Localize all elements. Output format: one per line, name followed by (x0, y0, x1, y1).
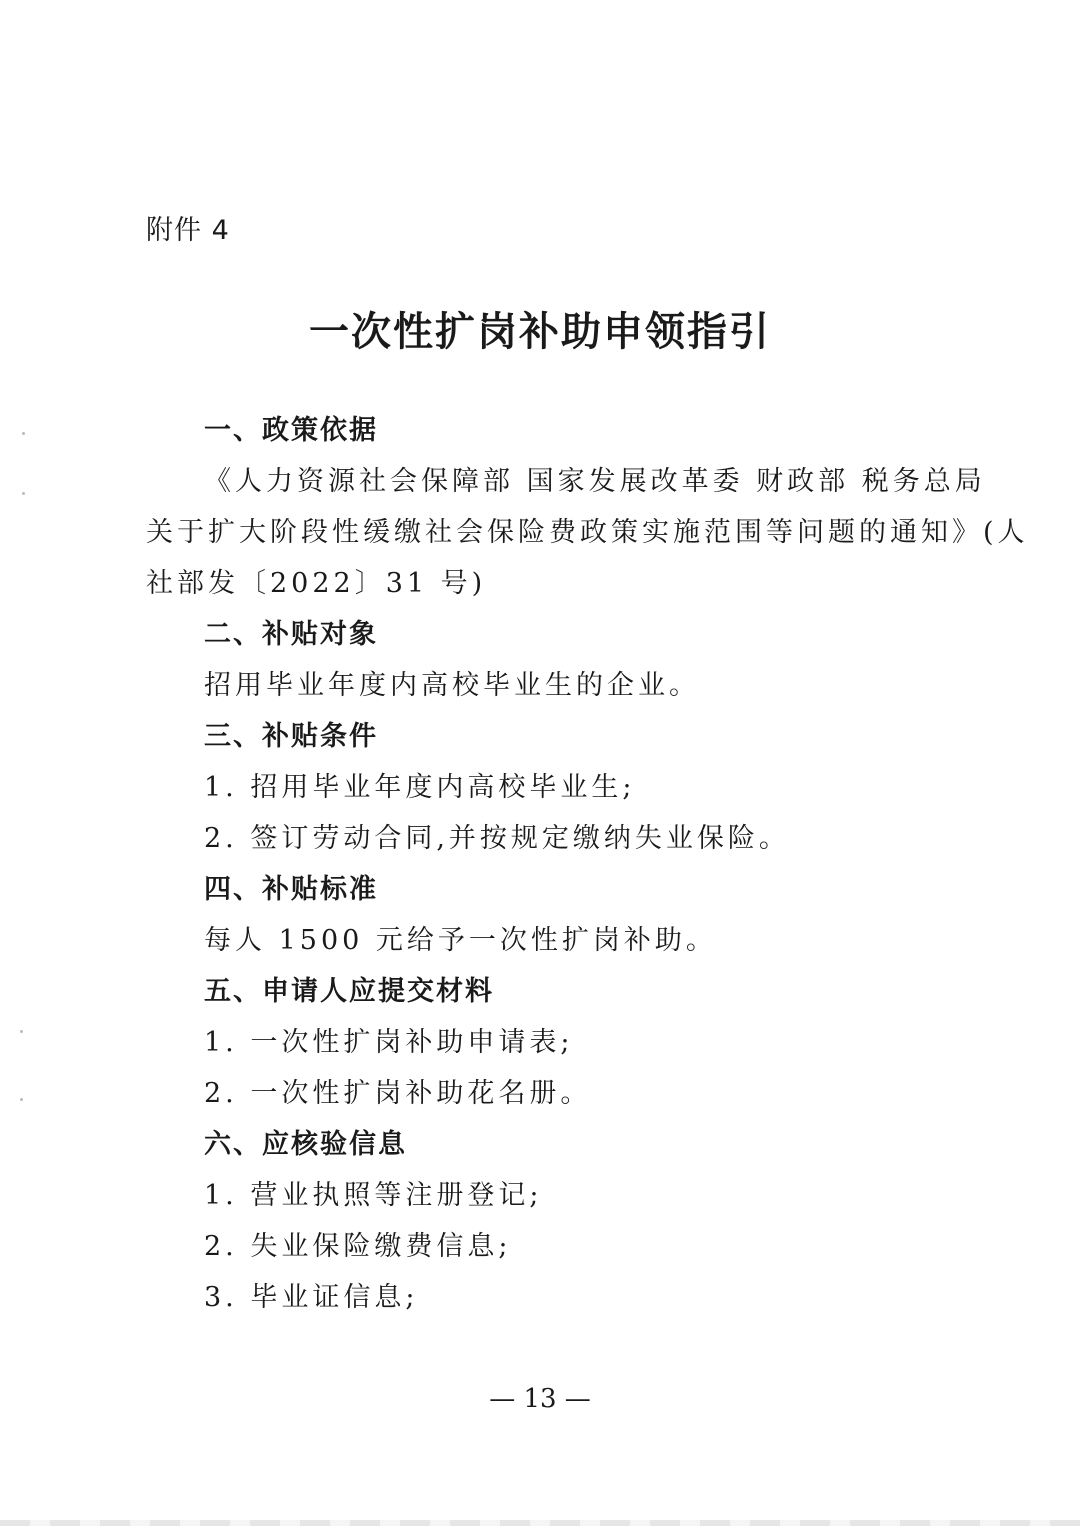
section-heading-verification: 六、应核验信息 (204, 1129, 407, 1160)
verification-item-3: 3. 毕业证信息; (204, 1282, 419, 1313)
scan-speck (20, 1098, 23, 1101)
policy-basis-line-3: 社部发〔2022〕31 号) (146, 568, 487, 599)
subsidy-target-line: 招用毕业年度内高校毕业生的企业。 (204, 670, 700, 701)
materials-item-1: 1. 一次性扩岗补助申请表; (204, 1027, 574, 1058)
document-title: 一次性扩岗补助申领指引 (309, 309, 771, 355)
verification-item-2: 2. 失业保险缴费信息; (204, 1231, 512, 1262)
materials-item-2: 2. 一次性扩岗补助花名册。 (204, 1078, 592, 1109)
policy-basis-line-1: 《人力资源社会保障部 国家发展改革委 财政部 税务总局 (204, 466, 986, 497)
scan-edge (0, 1520, 1080, 1526)
attachment-label: 附件 4 (146, 215, 230, 246)
section-heading-subsidy-target: 二、补贴对象 (204, 619, 378, 650)
page-number: — 13 — (489, 1384, 591, 1414)
subsidy-standard-line: 每人 1500 元给予一次性扩岗补助。 (204, 925, 717, 956)
verification-item-1: 1. 营业执照等注册登记; (204, 1180, 543, 1211)
subsidy-condition-item-1: 1. 招用毕业年度内高校毕业生; (204, 772, 636, 803)
scan-speck (22, 492, 25, 495)
section-heading-materials: 五、申请人应提交材料 (204, 976, 494, 1007)
policy-basis-line-2: 关于扩大阶段性缓缴社会保险费政策实施范围等问题的通知》(人 (146, 517, 1029, 548)
section-heading-subsidy-standard: 四、补贴标准 (204, 874, 378, 905)
section-heading-subsidy-conditions: 三、补贴条件 (204, 721, 378, 752)
section-heading-policy-basis: 一、政策依据 (204, 415, 378, 446)
scan-speck (22, 432, 25, 435)
subsidy-condition-item-2: 2. 签订劳动合同,并按规定缴纳失业保险。 (204, 823, 790, 854)
scan-speck (20, 1030, 23, 1033)
